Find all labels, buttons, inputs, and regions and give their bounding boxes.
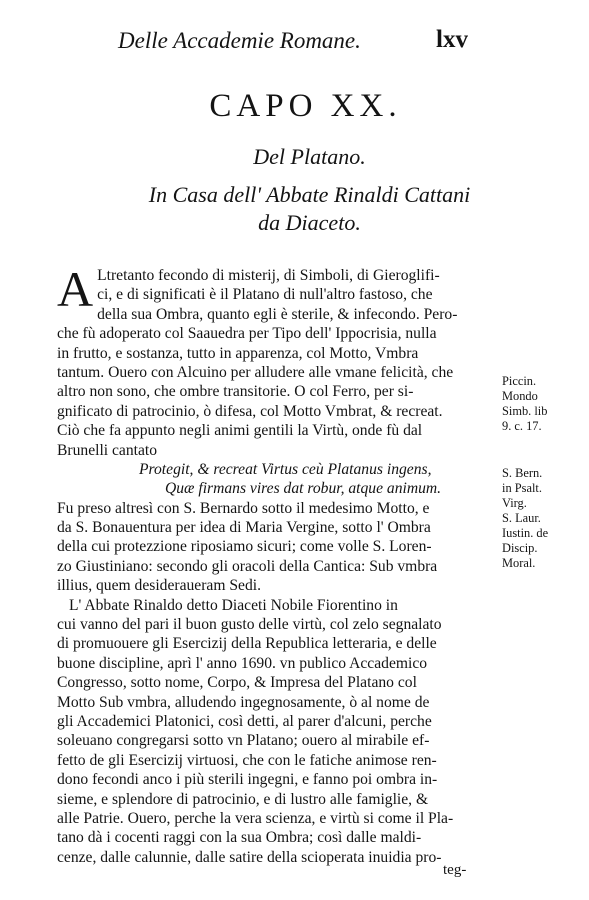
text-line: L' Abbate Rinaldo detto Diaceti Nobile Fiorentino in xyxy=(69,596,398,614)
margin-note-line: Simb. lib xyxy=(502,404,548,418)
text-line: Congresso, sotto nome, Corpo, & Impresa del Platano col xyxy=(57,674,417,692)
margin-note-line: 9. c. 17. xyxy=(502,419,542,433)
text-line: Fu preso altresì con S. Bernardo sotto il medesimo Motto, e xyxy=(57,499,430,517)
text-line: alle Patrie. Ouero, perche la vera scienza, e virtù si come il Pla- xyxy=(57,809,454,827)
margin-note-bernardo xyxy=(502,466,587,571)
text-line: gli Accademici Platonici, così detti, al parer d'alcuni, perche xyxy=(57,712,432,730)
text-line: tantum. Ouero con Alcuino per alludere alle vmane felicità, che xyxy=(57,363,454,381)
verse-line: Protegit, & recreat Virtus ceù Platanus ingens, xyxy=(139,460,432,478)
text-line: cui vanno del pari il buon gusto delle virtù, col zelo segnalato xyxy=(57,616,442,634)
text-line: della cui protezzione riposiamo sicuri; come volle S. Loren- xyxy=(57,538,432,556)
text-line: zo Giustiniano: secondo gli oracoli della Cantica: Sub vmbra xyxy=(57,557,438,575)
margin-note-piccinelli xyxy=(502,374,587,434)
drop-cap: A xyxy=(57,261,94,317)
chapter-heading: CAPO XX. xyxy=(209,88,402,124)
text-line: che fù adoperato col Saauedra per Tipo dell' Ippocrisia, nulla xyxy=(57,325,437,343)
text-line: buone discipline, aprì l' anno 1690. vn publico Accademico xyxy=(57,654,428,672)
text-line: Brunelli cantato xyxy=(57,441,158,459)
text-line: di promuouere gli Esercizij della Republica letteraria, e delle xyxy=(57,635,437,653)
margin-note-line: Piccin. xyxy=(502,374,537,388)
chapter-subtitle-line: da Diaceto. xyxy=(258,210,361,235)
text-line: tano dà i cocenti raggi con la sua Ombra; così dalle maldi- xyxy=(57,829,422,847)
text-line: ci, e di significati è il Platano di null'altro fastoso, che xyxy=(97,286,433,304)
text-line: altro non sono, che ombre transitorie. O col Ferro, per si- xyxy=(57,383,414,401)
text-line: da S. Bonauentura per idea di Maria Vergine, sotto l' Ombra xyxy=(57,519,431,537)
running-title: Delle Accademie Romane. xyxy=(118,28,361,53)
margin-note-line: Iustin. de xyxy=(502,526,549,540)
text-line: fetto de gli Esercizij virtuosi, che con le fatiche animose ren- xyxy=(57,751,437,769)
margin-note-line: S. Laur. xyxy=(502,511,541,525)
text-line: sieme, e splendore di patrocinio, e di lustro alle famiglie, & xyxy=(57,790,429,808)
text-line: Motto Sub vmbra, alludendo ingegnosamente, ò al nome de xyxy=(57,693,430,711)
text-line: Ltretanto fecondo di misterij, di Simboli, di Gieroglifi- xyxy=(97,267,440,284)
text-line: soleuano congregarsi sotto vn Platano; ouero al mirabile ef- xyxy=(57,732,430,750)
text-line: dono fecondi anco i più sterili ingegni, e fanno poi ombra in- xyxy=(57,771,438,789)
verse-line: Quæ firmans vires dat robur, atque animum. xyxy=(165,480,442,498)
body-text xyxy=(57,261,487,867)
margin-note-line: Moral. xyxy=(502,556,536,570)
margin-note-line: in Psalt. xyxy=(502,481,542,495)
margin-note-line: S. Bern. xyxy=(502,466,543,480)
catchword: teg- xyxy=(443,862,467,878)
text-line: gnificato di patrocinio, ò difesa, col Motto Vmbrat, & recreat. xyxy=(57,402,443,420)
chapter-subtitle-line: In Casa dell' Abbate Rinaldi Cattani xyxy=(148,182,471,207)
text-line: della sua Ombra, quanto egli è sterile, & infecondo. Pero- xyxy=(97,305,458,323)
chapter-subtitle-line: Del Platano. xyxy=(253,144,366,169)
margin-note-line: Mondo xyxy=(502,389,538,403)
text-line: cenze, dalle calunnie, dalle satire della scioperata inuidia pro- xyxy=(57,848,442,866)
margin-note-line: Virg. xyxy=(502,496,527,510)
page-number: lxv xyxy=(436,26,468,53)
text-line: in frutto, e sostanza, tutto in apparenza, col Motto, Vmbra xyxy=(57,344,419,362)
text-line: illius, quem desideraueram Sedi. xyxy=(57,577,261,595)
margin-note-line: Discip. xyxy=(502,541,538,555)
text-line: Ciò che fa appunto negli animi gentili la Virtù, onde fù dal xyxy=(57,422,423,440)
